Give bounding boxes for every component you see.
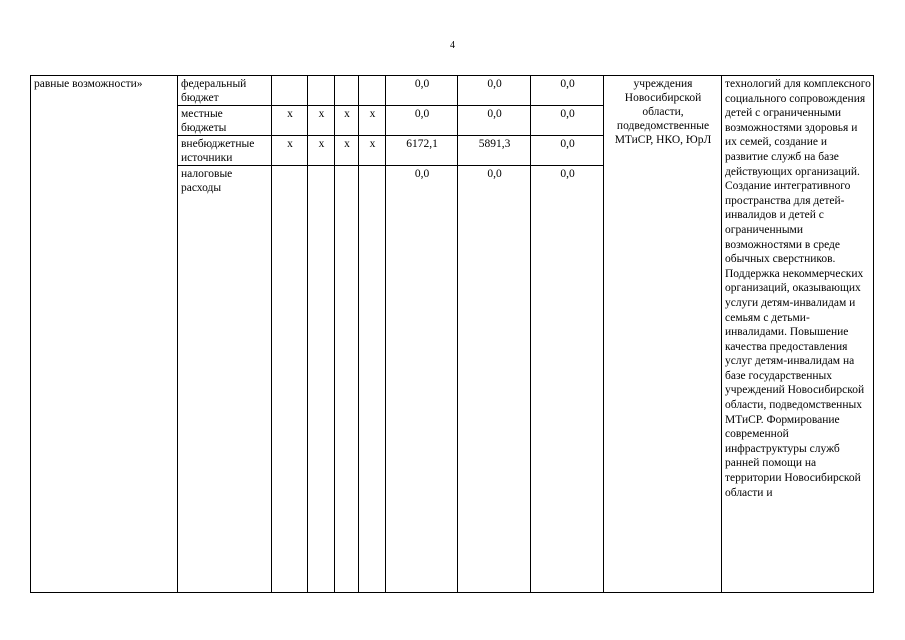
mark-cell: х [308, 106, 335, 136]
description-cell: технологий для комплексного социального сопровождения детей с ограниченными возможностями здоровья и их семей, создание и развитие служб на базе действующих организаций. Создание интегративного пространства для детей-инвалидов и детей с ограниченными возможностями в среде обычных сверстников. Поддержка некоммерческих организаций, оказывающих услуги детям-инвалидам и семьям с детьми-инвалидами. Повышение качества предоставления услуг детям-инвалидам на базе государственных учреждений Новосибирской области, подведомственных МТиСР. Формирование современной инфраструктуры служб ранней помощи на территории Новосибирской области и [722, 76, 874, 593]
table-row [31, 76, 874, 106]
mark-cell: х [335, 136, 359, 166]
value-cell: 0,0 [531, 76, 604, 106]
value-cell: 0,0 [531, 166, 604, 593]
value-cell: 5891,3 [458, 136, 531, 166]
mark-cell [335, 76, 359, 106]
value-cell: 6172,1 [386, 136, 458, 166]
mark-cell [272, 76, 308, 106]
mark-cell: х [272, 136, 308, 166]
value-cell: 0,0 [458, 76, 531, 106]
value-cell: 0,0 [531, 106, 604, 136]
value-cell: 0,0 [531, 136, 604, 166]
value-cell: 0,0 [386, 166, 458, 593]
mark-cell: х [272, 106, 308, 136]
funding-source: местные бюджеты [178, 106, 272, 136]
funding-source: федеральный бюджет [178, 76, 272, 106]
mark-cell [335, 166, 359, 593]
mark-cell [359, 76, 386, 106]
value-cell: 0,0 [386, 76, 458, 106]
value-cell: 0,0 [458, 166, 531, 593]
executors-cell: учреждения Новосибирской области, подведомственные МТиСР, НКО, ЮрЛ [604, 76, 722, 593]
mark-cell [359, 166, 386, 593]
mark-cell [308, 166, 335, 593]
value-cell: 0,0 [386, 106, 458, 136]
mark-cell: х [359, 136, 386, 166]
funding-source: налоговые расходы [178, 166, 272, 593]
mark-cell: х [359, 106, 386, 136]
mark-cell: х [335, 106, 359, 136]
mark-cell [308, 76, 335, 106]
funding-source: внебюджетные источники [178, 136, 272, 166]
page-number: 4 [450, 40, 455, 51]
mark-cell [272, 166, 308, 593]
program-table [30, 75, 874, 593]
value-cell: 0,0 [458, 106, 531, 136]
mark-cell: х [308, 136, 335, 166]
row-label: равные возможности» [31, 76, 178, 593]
